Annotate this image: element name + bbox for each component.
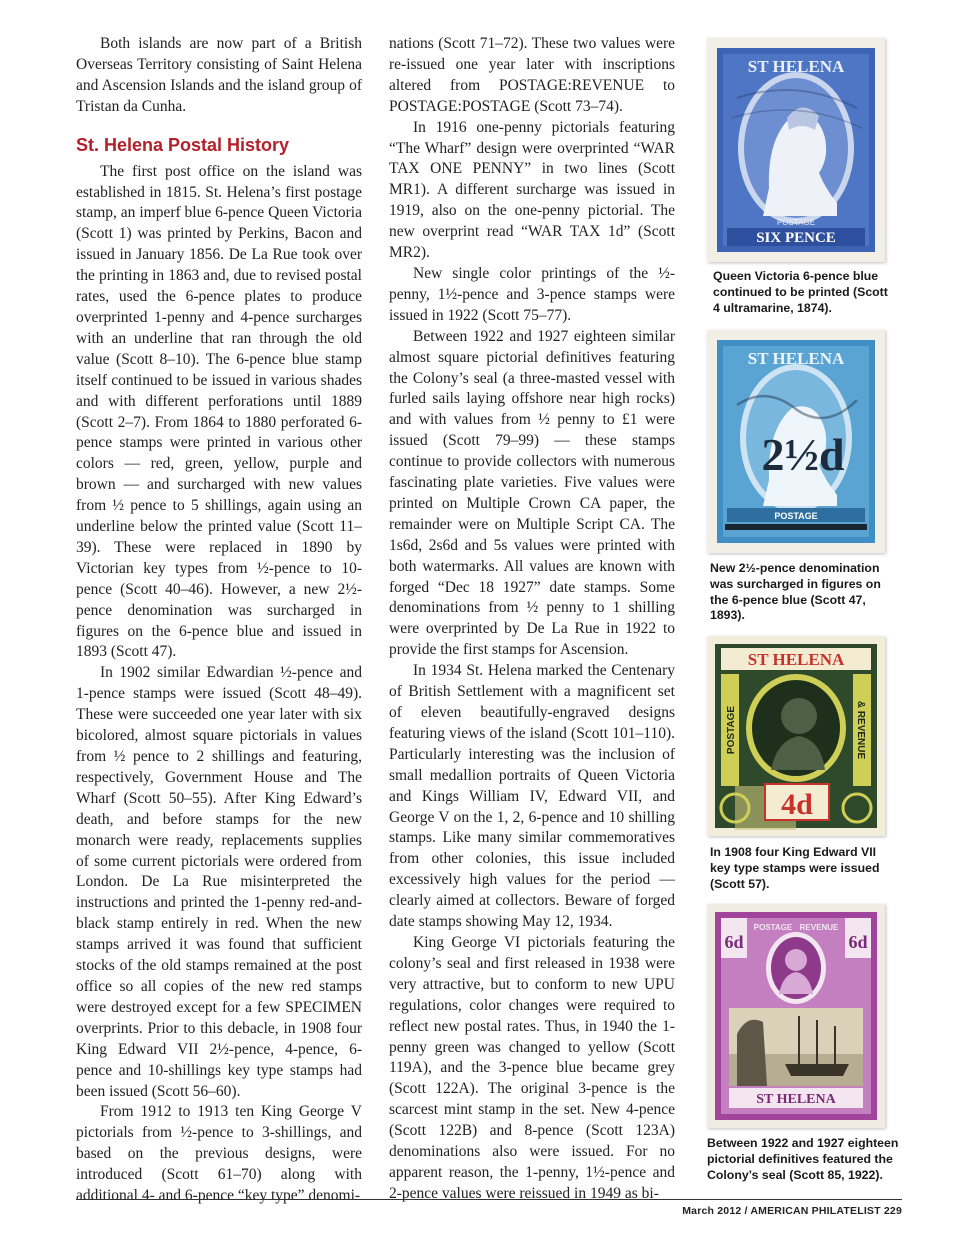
stamp-text: REVENUE [799, 923, 839, 932]
stamp-text: POSTAGE [776, 218, 816, 227]
text-column-left [76, 34, 362, 1207]
stamp-image-queen-victoria-6d [707, 38, 885, 262]
stamp-value: 6d [724, 932, 744, 952]
body-paragraph: Between 1922 and 1927 eighteen similar almost square pictorial definitives featuring the Colony’s seal (a three-masted vessel with furled sails laying offshore near high rocks) and with values from ½ penny to £1 were issued (Scott 79–99) — these stamps continue to provide collectors with numerous fascinating plate varieties. Five values were printed on Multiple Crown CA paper, the remainder were on Multiple Script CA. The 1s6d, 2s6d and 5s values were printed with both watermarks. All values are known with forged “Dec 18 1927” date stamps. Some denominations from ½ penny to 1 shilling were overprinted by De La Rue in 1922 to provide the first stamps for Ascension. [389, 327, 675, 659]
body-paragraph: In 1902 similar Edwardian ½-pence and 1-pence stamps were issued (Scott 48–49). These were succeeded one year later with six bicolored, almost square pictorials in values from ½ pence to 2 shillings and featuring, respectively, Government House and The Wharf (Scott 50–55). After King Edward’s death, and before stamps for the new monarch were ready, replacements supplies of some current pictorials were ordered from London. De La Rue misinterpreted the instructions and printed the 1-penny red-and-black stamp entirely in red. When the new stamps arrived it was found that sufficient stocks of the old stamps remained at the post office so all copies of the new red stamps were destroyed except for a few SPECIMEN overprints. Prior to this debacle, in 1908 four King Edward VII 2½-pence, 4-pence, 6-pence and 10-shillings key type stamps had been issued (Scott 56–60). [76, 664, 362, 1100]
body-paragraph: King George VI pictorials featuring the colony’s seal and first released in 1938 were very attractive, but to conform to new UPU regulations, color changes were required to reflect new postal rates. Thus, in 1940 the 1-penny green was changed to yellow (Scott 119A), and the 3-pence blue became grey (Scott 122A). The original 3-pence is the scarcest mint stamp in the set. New 4-pence (Scott 122B) and 8-pence (Scott 123A) denominations also were issued. For no apparent reason, the 1-penny, 1½-pence and 2-pence values were reissued in 1949 as bi- [389, 933, 675, 1202]
stamp-surcharge: 2½d [761, 429, 845, 480]
body-paragraph: In 1934 St. Helena marked the Centenary of British Settlement with a magnificent set of eleven beautifully-engraved designs featuring views of the island (Scott 101–110). Particularly interesting was the inclusion of small medallion portraits of Queen Victoria and Kings William IV, Edward VII, and George V on the 1, 2, 6-pence and 10 shilling stamps. Like many similar commemoratives from other colonies, this issue included excessively high values for the period — clearly aimed at collectors. Beware of forged date stamps showing May 12, 1934. [389, 662, 675, 931]
footer-rule [76, 1199, 902, 1200]
stamp-text: ST HELENA [747, 349, 845, 368]
stamp-value: 6d [848, 932, 868, 952]
stamp-caption: In 1908 four King Edward VII key type stamps were issued (Scott 57). [710, 845, 880, 891]
stamp-text: POSTAGE [726, 705, 737, 755]
intro-paragraph: Both islands are now part of a British Overseas Territory consisting of Saint Helena and Ascension Islands and the island group of Tristan da Cunha. [76, 35, 362, 115]
stamp-image-edward-vii-4d [707, 636, 885, 836]
stamp-value: 4d [781, 788, 813, 821]
stamp-text: POSTAGE [774, 511, 818, 521]
page-footer: March 2012 / AMERICAN PHILATELIST 229 [682, 1205, 902, 1217]
stamp-text: POSTAGE [753, 923, 793, 932]
body-paragraph: The first post office on the island was established in 1815. St. Helena’s first postage stamp, an imperf blue 6-pence Queen Victoria (Scott 1) was printed by Perkins, Bacon and issued in January 1856. De La Rue took over the printing in 1863 and, due to revised postal rates, used the 6-pence plates to produce overprinted 1-penny and 4-pence surcharges with an underline that ran through the old value (Scott 8–10). The 6-pence blue stamp itself continued to be issued in various shades and with different perforations until 1889 (Scott 2–7). From 1864 to 1880 perforated 6-pence stamps were printed in various other colors — red, green, yellow, purple and brown — and surcharged with new values from ½ pence to 5 shillings, again using an underline below the printed value (Scott 11–39). These were replaced in 1890 by Victorian key types from ½-pence to 10-pence (Scott 40–46). However, a new 2½-pence denomination was surcharged in figures on the 6-pence blue and issued in 1893 (Scott 47). [76, 162, 362, 661]
stamp-text: ST HELENA [747, 650, 845, 669]
stamp-text: & REVENUE [855, 700, 866, 760]
stamp-caption: New 2½-pence denomination was surcharged in figures on the 6-pence blue (Scott 47, 1893). [710, 561, 881, 623]
section-heading: St. Helena Postal History [76, 134, 290, 155]
text-column-middle [389, 34, 675, 1205]
body-paragraph: New single color printings of the ½-penny, 1½-pence and 3-pence stamps were issued in 1922 (Scott 75–77). [389, 264, 675, 324]
stamp-image-george-v-6d-seal [707, 904, 885, 1128]
stamp-image-2-half-d-surcharge [707, 330, 885, 553]
stamp-text: ST HELENA [756, 1092, 836, 1107]
stamp-caption: Queen Victoria 6-pence blue continued to be printed (Scott 4 ultramarine, 1874). [713, 269, 888, 315]
body-paragraph: nations (Scott 71–72). These two values were re-issued one year later with inscriptions altered from POSTAGE:REVENUE to POSTAGE:POSTAGE (Scott 73–74). [389, 35, 675, 115]
stamp-text: ST HELENA [747, 57, 845, 76]
stamp-text: SIX PENCE [756, 230, 836, 246]
stamp-caption: Between 1922 and 1927 eighteen pictorial definitives featured the Colony’s seal (Scott 85, 1922). [707, 1136, 899, 1182]
body-paragraph: From 1912 to 1913 ten King George V pictorials from ½-pence to 3-shillings, and based on the previous designs, were introduced (Scott 61–70) along with additional 4- and 6-pence “key type” denomi- [76, 1103, 362, 1205]
body-paragraph: In 1916 one-penny pictorials featuring “The Wharf” design were overprinted “WAR TAX ONE PENNY” in two lines (Scott MR1). A different surcharge was issued in 1919, also on the one-penny pictorial. The new overprint read “WAR TAX 1d” (Scott MR2). [389, 118, 675, 262]
